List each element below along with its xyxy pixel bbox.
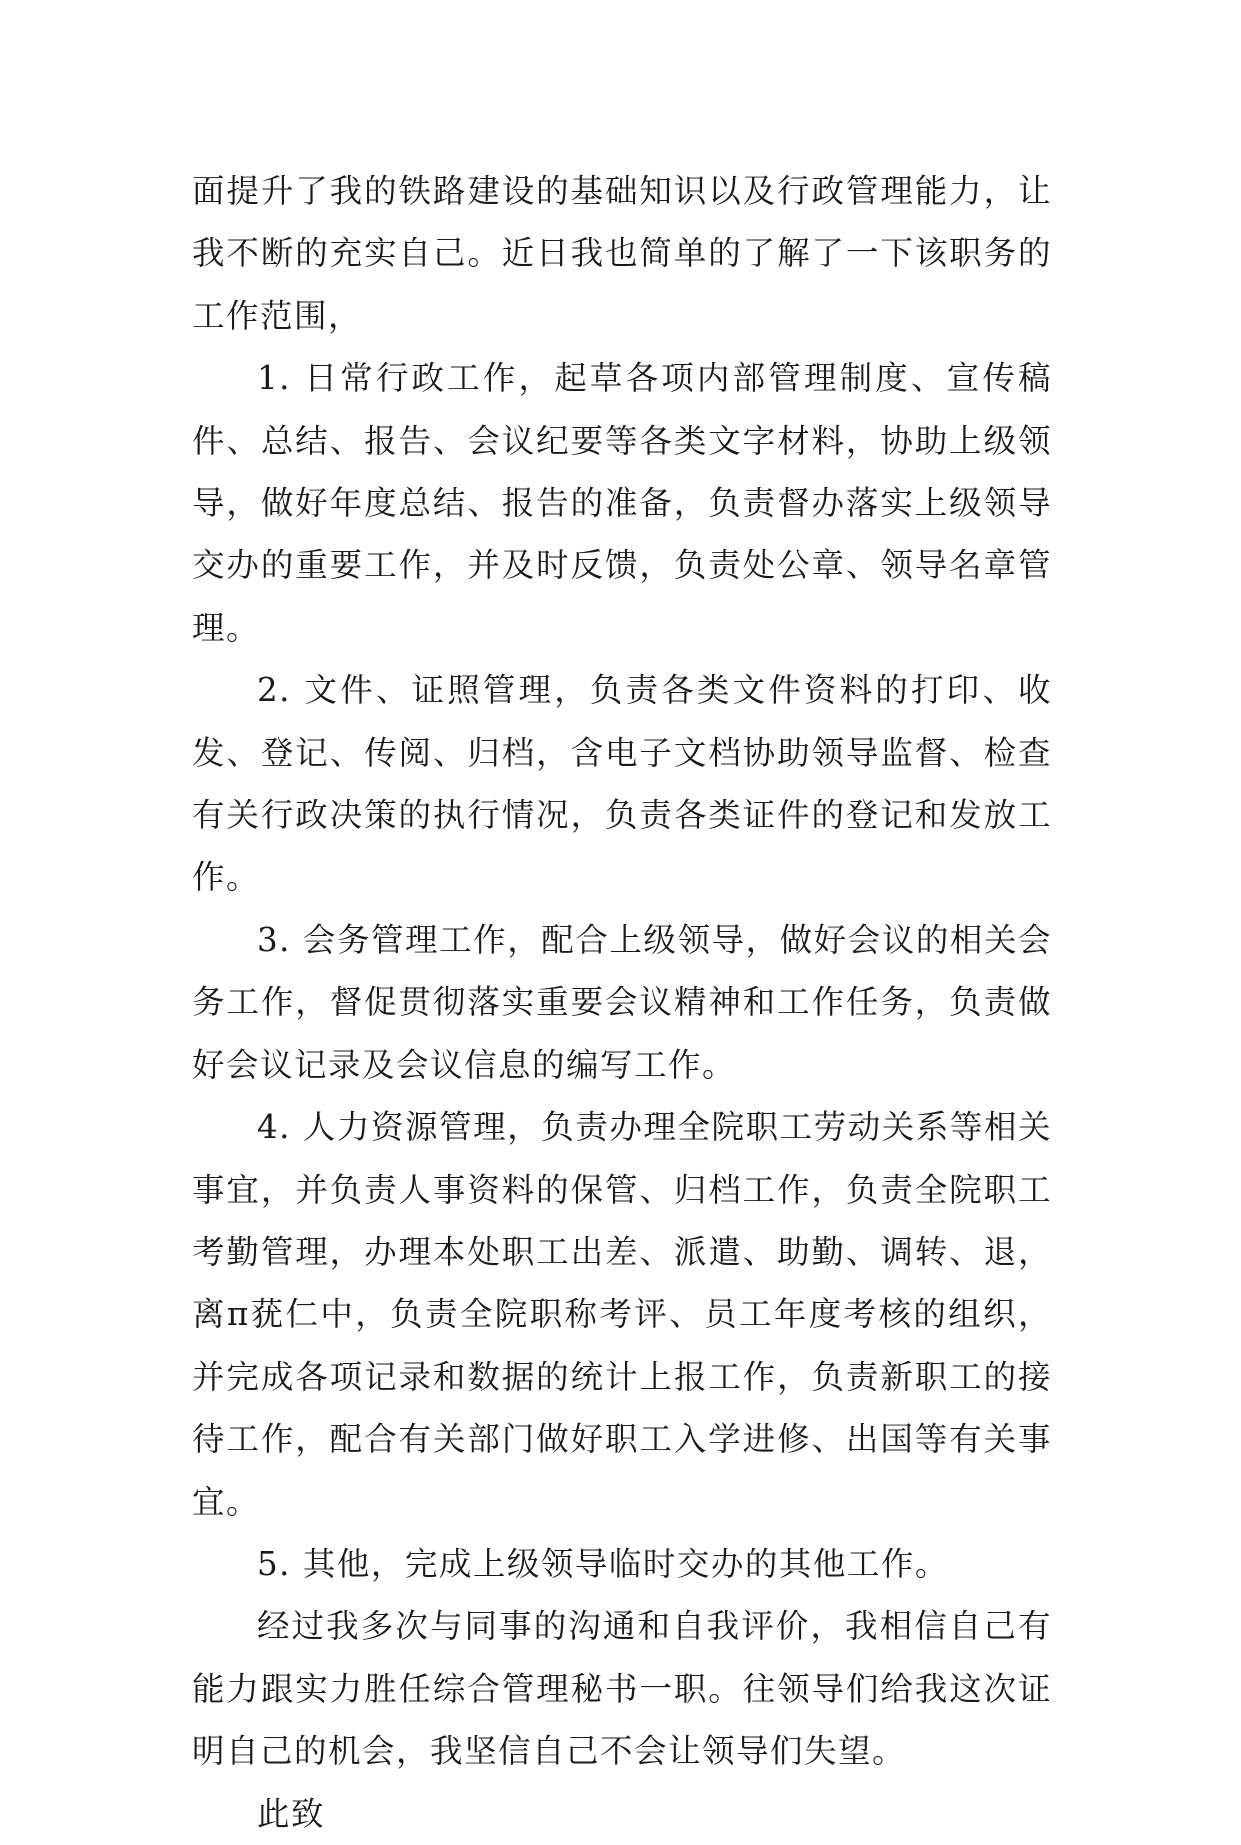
- document-body: [192, 160, 1052, 1845]
- paragraph-item-1: 1. 日常行政工作，起草各项内部管理制度、宣传稿件、总结、报告、会议纪要等各类文字材料，协助上级领导，做好年度总结、报告的准备，负责督办落实上级领导交办的重要工作，并及时反馈，负责处公章、领导名章管理。: [192, 359, 1052, 647]
- paragraph-item-4: 4. 人力资源管理，负责办理全院职工劳动关系等相关事宜，并负责人事资料的保管、归档工作，负责全院职工考勤管理，办理本处职工出差、派遣、助勤、调转、退，离π莸仁中，负责全院职称考评、员工年度考核的组织，并完成各项记录和数据的统计上报工作，负责新职工的接待工作，配合有关部门做好职工入学进修、出国等有关事宜。: [192, 1108, 1052, 1521]
- paragraph-item-5: 5. 其他，完成上级领导临时交办的其他工作。: [257, 1544, 949, 1583]
- paragraph-conclusion: 经过我多次与同事的沟通和自我评价，我相信自己有能力跟实力胜任综合管理秘书一职。往领导们给我这次证明自己的机会，我坚信自己不会让领导们失望。: [192, 1607, 1052, 1771]
- closing-salutation: 此致: [257, 1794, 326, 1833]
- paragraph-item-3: 3. 会务管理工作，配合上级领导，做好会议的相关会务工作，督促贯彻落实重要会议精神和工作任务，负责做好会议记录及会议信息的编写工作。: [192, 920, 1052, 1084]
- paragraph-item-2: 2. 文件、证照管理，负责各类文件资料的打印、收发、登记、传阅、归档，含电子文档协助领导监督、检查有关行政决策的执行情况，负责各类证件的登记和发放工作。: [192, 671, 1052, 897]
- paragraph-continuation: 面提升了我的铁路建设的基础知识以及行政管理能力，让我不断的充实自己。近日我也简单的了解了一下该职务的工作范围，: [192, 172, 1052, 335]
